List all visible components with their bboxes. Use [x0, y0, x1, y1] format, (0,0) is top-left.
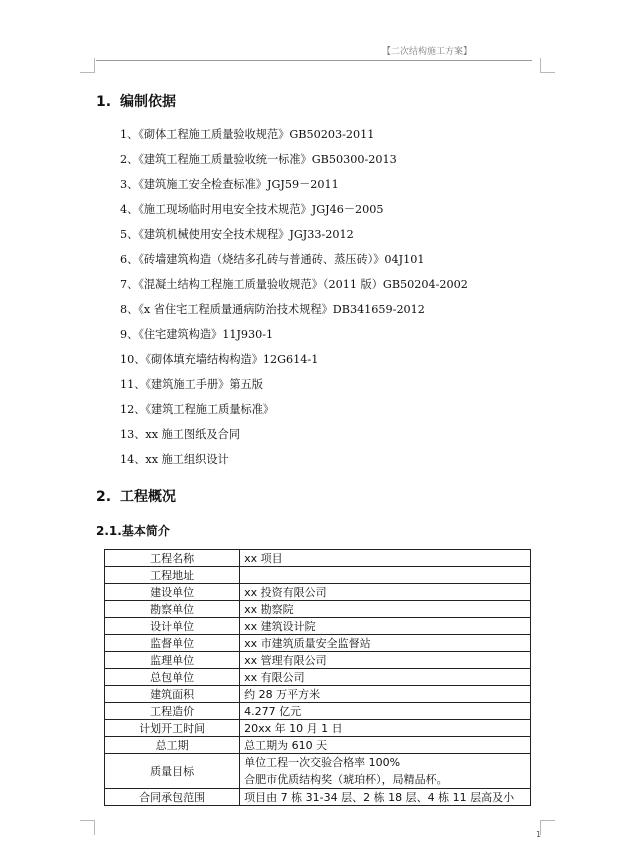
- list-item: 8、《x 省住宅工程质量通病防治技术规程》DB341659-2012: [120, 303, 425, 316]
- table-row: [105, 754, 531, 789]
- table-row: [105, 737, 531, 754]
- list-item: 9、《住宅建筑构造》11J930-1: [120, 328, 274, 341]
- project-info-table: [104, 549, 531, 806]
- table-row: [105, 601, 531, 618]
- table-label-cell: 工程造价: [105, 703, 240, 720]
- table-label-cell: 工程地址: [105, 567, 240, 584]
- table-value-cell: xx 勘察院: [240, 601, 531, 618]
- section-number: 2.: [96, 489, 112, 505]
- list-item: 3、《建筑施工安全检查标准》JGJ59－2011: [120, 178, 339, 191]
- page-header-title: 【二次结构施工方案】: [382, 47, 473, 57]
- table-value-cell: [240, 754, 531, 789]
- list-item: 10、《砌体填充墙结构构造》12G614-1: [120, 353, 319, 366]
- table-value-cell: xx 投资有限公司: [240, 584, 531, 601]
- reference-list: [120, 127, 468, 477]
- table-value-cell: xx 管理有限公司: [240, 652, 531, 669]
- section-heading-basis: [96, 91, 176, 111]
- list-item: 6、《砖墙建筑构造（烧结多孔砖与普通砖、蒸压砖）》04J101: [120, 253, 425, 266]
- subsection-heading-intro: 2.1.基本简介: [96, 524, 170, 538]
- list-item: 4、《施工现场临时用电安全技术规范》JGJ46－2005: [120, 203, 384, 216]
- table-row: [105, 703, 531, 720]
- table-row: [105, 652, 531, 669]
- crop-mark-top-right: [540, 58, 555, 73]
- table-label-cell: 勘察单位: [105, 601, 240, 618]
- table-value-cell: 约 28 万平方米: [240, 686, 531, 703]
- header-rule: [96, 60, 532, 61]
- table-value-cell: [240, 567, 531, 584]
- table-row: [105, 686, 531, 703]
- table-value-cell: xx 市建筑质量安全监督站: [240, 635, 531, 652]
- table-label-cell: 建筑面积: [105, 686, 240, 703]
- table-label-cell: 监督单位: [105, 635, 240, 652]
- crop-mark-top-left: [80, 58, 95, 73]
- table-row: [105, 584, 531, 601]
- table-label-cell: 计划开工时间: [105, 720, 240, 737]
- table-value-cell: xx 项目: [240, 550, 531, 567]
- quality-target-line-1: 单位工程一次交验合格率 100%: [244, 756, 401, 769]
- list-item: 14、xx 施工组织设计: [120, 453, 229, 466]
- table-value-cell: 20xx 年 10 月 1 日: [240, 720, 531, 737]
- table-value-cell: xx 有限公司: [240, 669, 531, 686]
- table-row: [105, 669, 531, 686]
- crop-mark-bottom-left: [80, 820, 95, 835]
- table-label-cell: 总工期: [105, 737, 240, 754]
- list-item: 11、《建筑施工手册》第五版: [120, 378, 263, 391]
- table-row: [105, 550, 531, 567]
- section-heading-overview: [96, 486, 176, 506]
- table-row: [105, 618, 531, 635]
- table-label-cell: 建设单位: [105, 584, 240, 601]
- list-item: 12、《建筑工程施工质量标准》: [120, 403, 275, 416]
- table-value-cell: xx 建筑设计院: [240, 618, 531, 635]
- page-number: 1: [536, 830, 542, 839]
- list-item: 5、《建筑机械使用安全技术规程》JGJ33-2012: [120, 228, 354, 241]
- section-title: 编制依据: [120, 94, 176, 110]
- table-row: [105, 720, 531, 737]
- table-value-cell: 总工期为 610 天: [240, 737, 531, 754]
- list-item: 1、《砌体工程施工质量验收规范》GB50203-2011: [120, 128, 375, 141]
- table-row: [105, 789, 531, 806]
- list-item: 7、《混凝土结构工程施工质量验收规范》（2011 版）GB50204-2002: [120, 278, 468, 291]
- table-label-cell: 监理单位: [105, 652, 240, 669]
- table-label-cell: 总包单位: [105, 669, 240, 686]
- table-value-cell: 4.277 亿元: [240, 703, 531, 720]
- table-label-cell: 设计单位: [105, 618, 240, 635]
- section-title: 工程概况: [120, 489, 176, 505]
- table-label-cell: 工程名称: [105, 550, 240, 567]
- table-label-cell: 质量目标: [105, 754, 240, 789]
- list-item: 2、《建筑工程施工质量验收统一标准》GB50300-2013: [120, 153, 397, 166]
- table-value-cell: 项目由 7 栋 31-34 层、2 栋 18 层、4 栋 11 层高及小: [240, 789, 531, 806]
- section-number: 1.: [96, 94, 112, 110]
- table-label-cell: 合同承包范围: [105, 789, 240, 806]
- table-row: [105, 567, 531, 584]
- list-item: 13、xx 施工图纸及合同: [120, 428, 240, 441]
- quality-target-line-2: 合肥市优质结构奖（琥珀杯），局精品杯。: [244, 773, 448, 786]
- table-row: [105, 635, 531, 652]
- crop-mark-bottom-right: [540, 820, 555, 835]
